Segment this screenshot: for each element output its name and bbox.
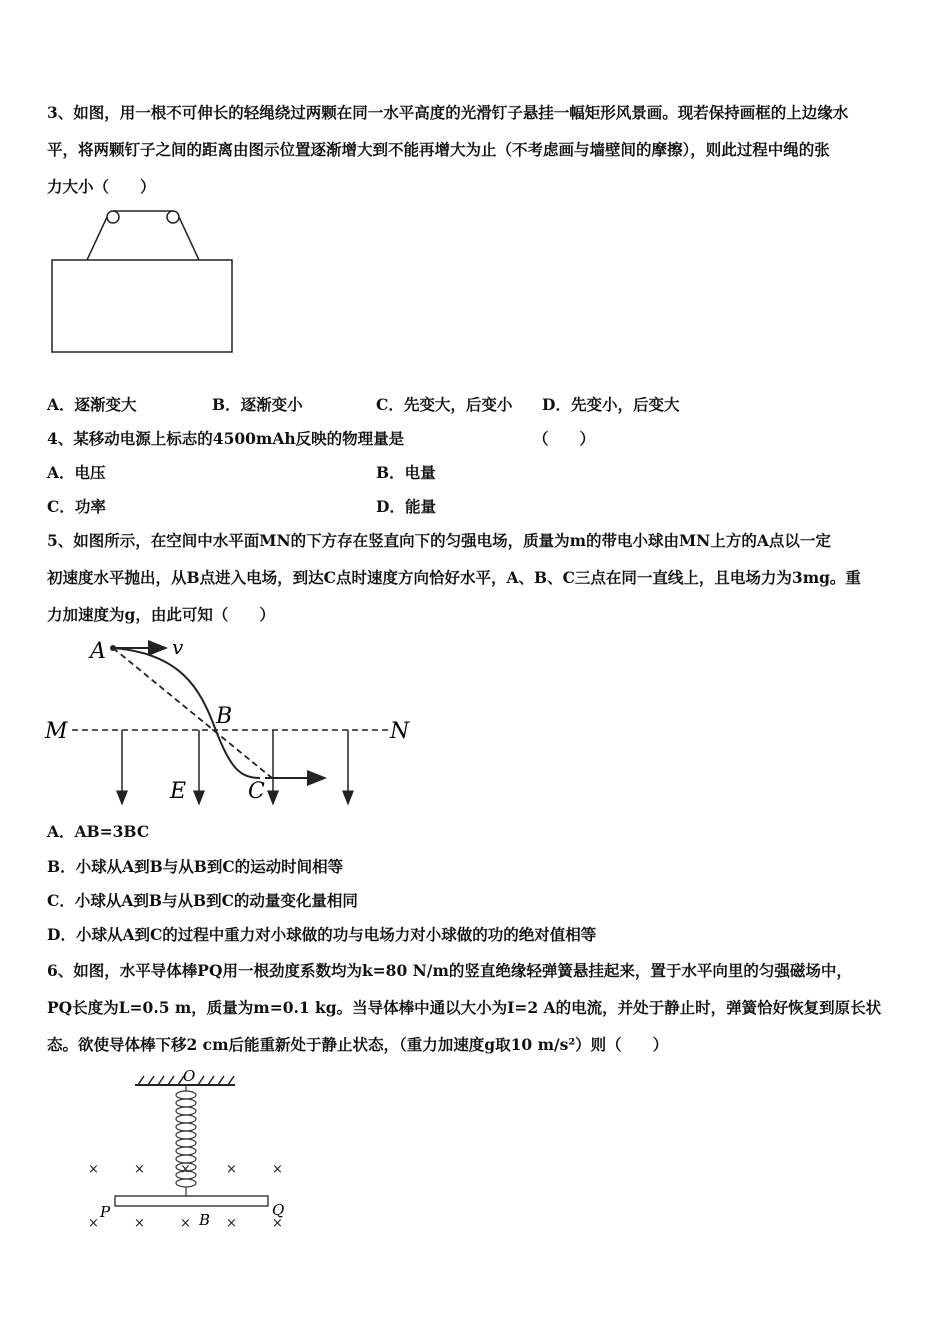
q3-stem-line1: 3、如图，用一根不可伸长的轻绳绕过两颗在同一水平高度的光滑钉子悬挂一幅矩形风景画。现若保持画框的上边缘水 — [47, 103, 849, 122]
svg-text:×: × — [226, 1162, 237, 1177]
svg-text:×: × — [134, 1216, 145, 1231]
svg-text:×: × — [272, 1162, 283, 1177]
q6-stem-line1: 6、如图，水平导体棒PQ用一根劲度系数均为k=80 N/m的竖直绝缘轻弹簧悬挂起来，置于水平向里的匀强磁场中， — [47, 961, 852, 980]
label-O: O — [183, 1067, 196, 1085]
label-E: E — [170, 779, 187, 804]
q3-option-c: C．先变大，后变小 — [376, 395, 513, 414]
q4-option-d: D．能量 — [376, 497, 436, 516]
label-A: A — [90, 639, 106, 664]
svg-text:×: × — [134, 1162, 145, 1177]
q3-option-d: D．先变小，后变大 — [542, 395, 680, 414]
svg-text:×: × — [272, 1216, 283, 1231]
nail-right — [167, 211, 179, 223]
q6-stem-line3: 态。欲使导体棒下移2 cm后能重新处于静止状态，（重力加速度g取10 m/s²）则（ ） — [47, 1035, 669, 1054]
q3-stem-line3: 力大小（ ） — [47, 177, 156, 196]
svg-text:×: × — [180, 1162, 191, 1177]
label-C: C — [248, 779, 265, 804]
svg-text:×: × — [88, 1216, 99, 1231]
q3-picture-frame-figure — [45, 205, 240, 360]
rope — [87, 211, 199, 260]
label-N: N — [390, 719, 410, 744]
trajectory-curve — [113, 648, 260, 778]
q5-trajectory-figure — [40, 628, 420, 813]
label-M: M — [45, 719, 68, 744]
q5-stem-line1: 5、如图所示，在空间中水平面MN的下方存在竖直向下的匀强电场，质量为m的带电小球由MN上方的A点以一定 — [47, 531, 831, 550]
label-Q: Q — [272, 1201, 285, 1219]
q5-stem-line2: 初速度水平抛出，从B点进入电场，到达C点时速度方向恰好水平，A、B、C三点在同一直线上，且电场力为3mg。重 — [47, 568, 861, 587]
q5-option-a: A．AB=3BC — [47, 822, 150, 841]
straight-line-ABC — [113, 648, 272, 778]
spring — [176, 1085, 196, 1196]
q4-stem: 4、某移动电源上标志的4500mAh反映的物理量是 — [47, 429, 405, 448]
conductor-rod-PQ — [115, 1196, 268, 1206]
q3-stem-line2: 平，将两颗钉子之间的距离由图示位置逐渐增大到不能再增大为止（不考虑画与墙壁间的摩擦），则此过程中绳的张 — [47, 140, 830, 159]
q4-option-a: A．电压 — [47, 463, 106, 482]
q5-stem-line3: 力加速度为g，由此可知（ ） — [47, 605, 275, 624]
q6-spring-figure — [80, 1065, 300, 1235]
label-B-field: B — [199, 1211, 211, 1229]
svg-text:×: × — [180, 1216, 191, 1231]
label-B: B — [216, 704, 233, 729]
q4-paren: （ ） — [533, 429, 596, 448]
q5-option-c: C．小球从A到B与从B到C的动量变化量相同 — [47, 891, 358, 910]
q4-option-b: B．电量 — [376, 463, 436, 482]
q3-option-b: B．逐渐变小 — [212, 395, 303, 414]
nail-left — [107, 211, 119, 223]
q3-option-a: A．逐渐变大 — [47, 395, 137, 414]
q5-option-b: B．小球从A到B与从B到C的运动时间相等 — [47, 857, 344, 876]
label-v: v — [172, 635, 184, 659]
picture-frame — [52, 260, 232, 352]
svg-text:×: × — [226, 1216, 237, 1231]
svg-text:×: × — [88, 1162, 99, 1177]
q5-option-d: D．小球从A到C的过程中重力对小球做的功与电场力对小球做的功的绝对值相等 — [47, 925, 597, 944]
q6-stem-line2: PQ长度为L=0.5 m，质量为m=0.1 kg。当导体棒中通以大小为I=2 A的电流，并处于静止时，弹簧恰好恢复到原长状 — [47, 998, 882, 1017]
label-P: P — [100, 1203, 111, 1221]
q4-option-c: C．功率 — [47, 497, 106, 516]
